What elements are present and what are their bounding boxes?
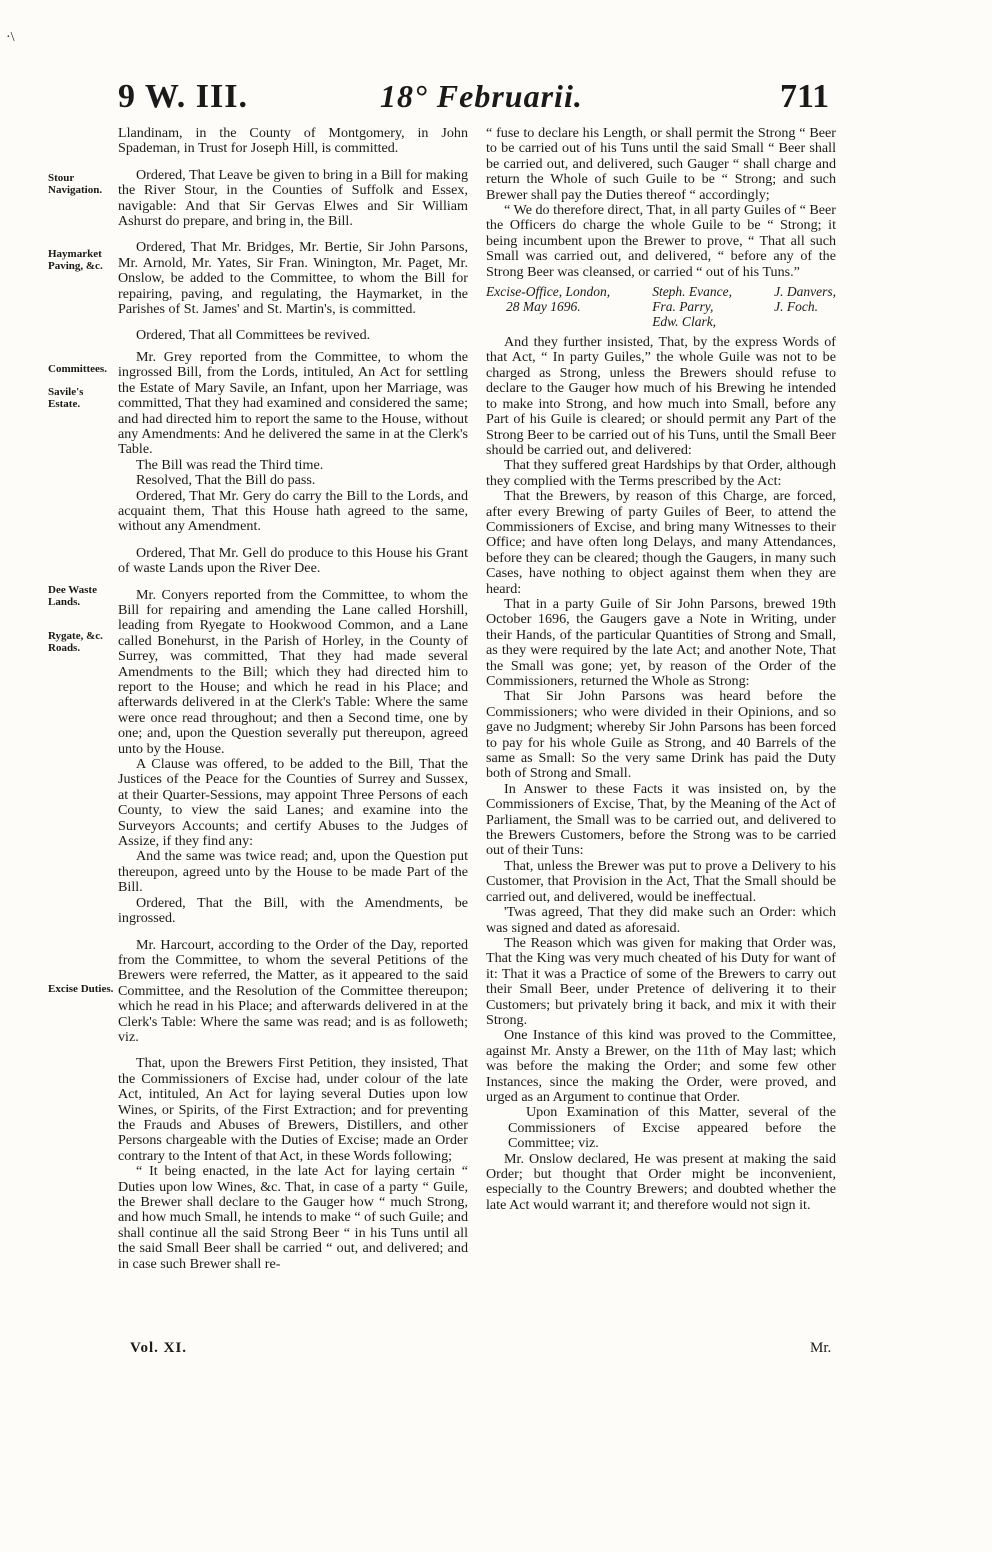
paragraph: Ordered, That Mr. Gell do produce to this House his Grant of waste Lands upon the River Dee. (118, 544, 468, 577)
paragraph: In Answer to these Facts it was insisted on, by the Commissioners of Excise, That, by the Meaning of the Act of Parliament, the Small was to be carried out, and delivered to the Brewers Customers, before the Strong was to be carried out of their Tuns: (486, 780, 836, 859)
paragraph: Mr. Grey reported from the Committee, to whom the ingrossed Bill, from the Lords, intituled, An Act for settling the Estate of Mary Savile, an Infant, upon her Marriage, was committed, That they had examined and considered the same; and had directed him to report the same to the House, without any Amendments: And he delivered the same in at the Clerk's Table. (118, 348, 468, 458)
paragraph: The Reason which was given for making that Order was, That the King was very much cheated of his Duty for want of it: That it was a Practice of some of the Brewers to carry out their Small Beer, under Pretence of delivering it to their Customers; but privately bring it back, and mix it with their Strong. (486, 934, 836, 1028)
margin-note-stour: Stour Navigation. (48, 172, 103, 196)
margin-note-dee: Dee Waste Lands. (48, 584, 97, 608)
header-regnal-year: 9 W. III. (118, 78, 248, 115)
header-page-number: 711 (780, 78, 830, 115)
paragraph: One Instance of this kind was proved to the Committee, against Mr. Ansty a Brewer, on the 11th of May last; which was before the making the Order; and some few other Instances, since the making the Order, were proved, and urged as an Argument to continue that Order. (486, 1027, 836, 1105)
paragraph: That Sir John Parsons was heard before the Commissioners; who were divided in their Opinions, and so gave no Judgment; whereby Sir John Parsons has been forced to pay for his whole Guile as Strong, and 40 Barrels of the same as Small: So the very same Drink has paid the Duty both of Strong and Small. (486, 688, 836, 782)
paragraph: That the Brewers, by reason of this Charge, are forced, after every Brewing of party Guiles of Beer, to attend the Commissioners of Excise, and bring many Witnesses to their Office; and have often long Delays, and many Attendances, before they can be cleared; though the Gaugers, in many such Cases, have nothing to object against them when they are heard: (486, 488, 836, 597)
paragraph: That in a party Guile of Sir John Parsons, brewed 19th October 1696, the Gaugers gave a Note in Writing, under their Hands, of the particular Quantities of Strong and Small, as they were required by the late Act; and another Note, That the Small was gone; yet, by reason of the Order of the Commissioners, returned the Whole as Strong: (486, 595, 836, 689)
paragraph: And they further insisted, That, by the express Words of that Act, “ In party Guiles,” the whole Guile was not to be charged as Strong, unless the Brewers should refuse to declare to the Gauger how much of his Brewing he intended to make into Strong, and how much into Small, before any Part of his Guile is cleared; or should permit any Part of the Strong Beer to be carried out of his Tuns, until the Small Beer should be carried out, and delivered: (486, 334, 836, 458)
paragraph: “ It being enacted, in the late Act for laying certain “ Duties upon low Wines, &c. That, in case of a party “ Guile, the Brewer shall declare to the Gauger how “ much Strong, and how much Small, he intends to make “ of such Guile; and shall continue all the said Strong Beer “ in his Tuns until all the said Small Beer shall be carried “ out, and delivered; and in case such Brewer shall re- (118, 1163, 468, 1272)
margin-note-committees: Committees. (48, 363, 107, 375)
paragraph: Ordered, That Mr. Bridges, Mr. Bertie, Sir John Parsons, Mr. Arnold, Mr. Yates, Sir Fran. Winington, Mr. Paget, Mr. Onslow, be added to the Committee, to whom the Bill for repairing, paving, and regulating, the Haymarket, in the Parishes of St. James' and St. Martin's, is committed. (118, 239, 468, 318)
margin-note-savile: Savile's Estate. (48, 386, 84, 410)
corner-mark: ·\ (6, 30, 15, 45)
volume-signature: Vol. XI. (130, 1340, 188, 1356)
running-header (0, 78, 992, 126)
paragraph: Mr. Harcourt, according to the Order of the Day, reported from the Committee, to whom the several Petitions of the Brewers were referred, the Matter, as it appeared to the said Committee, and the Resolution of the Committee thereupon; which he read in his Place; and afterwards delivered in at the Clerk's Table: Where the same was read; and is as followeth; viz. (118, 936, 468, 1045)
signature-name: J. Foch. (774, 299, 818, 315)
signature-name: Fra. Parry, (652, 299, 714, 315)
paragraph: Ordered, That all Committees be revived. (136, 327, 371, 344)
catchword: Mr. (810, 1340, 832, 1356)
paragraph: Llandinam, in the County of Montgomery, in John Spademan, in Trust for Joseph Hill, is committed. (118, 125, 468, 157)
paragraph: That, upon the Brewers First Petition, they insisted, That the Commissioners of Excise had, under colour of the late Act, intituled, An Act for laying several Duties upon low Wines, or Spirits, of the First Extraction; and for preventing the Frauds and Abuses of Brewers, Distillers, and other Persons chargeable with the Duties of Excise; made an Order contrary to the Intent of that Act, in these Words following; (118, 1055, 468, 1164)
paragraph: A Clause was offered, to be added to the Bill, That the Justices of the Peace for the Counties of Surrey and Sussex, at their Quarter-Sessions, may appoint Three Persons of each County, to view the said Lanes; and examine into the Surveyors Accounts; and certify Abuses to the Judges of Assize, if they find any: (118, 756, 468, 850)
paragraph: Ordered, That Mr. Gery do carry the Bill to the Lords, and acquaint them, That this House hath agreed to the same, without any Amendment. (118, 487, 468, 535)
signature-name: J. Danvers, (774, 284, 836, 300)
paragraph: Resolved, That the Bill do pass. (136, 472, 316, 489)
header-date: 18° Februarii. (380, 78, 583, 114)
paragraph: And the same was twice read; and, upon the Question put thereupon, agreed unto by the House to be made Part of the Bill. (118, 848, 468, 896)
paragraph: Mr. Conyers reported from the Committee, to whom the Bill for repairing and amending the Lane called Horshill, leading from Ryegate to Hookwood Common, and a Lane called Bonehurst, in the Parish of Horley, in the County of Surrey, was committed, That they had made several Amendments to the Bill; which they had directed him to report to the House; and which he read in his Place; and afterwards delivered in at the Clerk's Table: Where the same were once read throughout; and then a Second time, one by one; and, upon the Question severally put thereupon, agreed unto by the House. (118, 586, 468, 757)
paragraph: Mr. Onslow declared, He was present at making the said Order; but thought that Order might be inconvenient, especially to the Country Brewers; and doubted whether the late Act would warrant it; and therefore would not sign it. (486, 1150, 836, 1213)
paragraph: That they suffered great Hardships by that Order, although they complied with the Terms prescribed by the Act: (486, 457, 836, 489)
paragraph: Ordered, That the Bill, with the Amendments, be ingrossed. (118, 894, 468, 927)
paragraph: “ fuse to declare his Length, or shall permit the Strong “ Beer to be carried out of his Tuns until the said Small “ Beer shall be carried out, and delivered, such Gauger “ shall charge and return the Whole of such Guile to be “ Strong; and such Brewer shall pay the Duties thereof “ accordingly; (486, 125, 836, 203)
paragraph: 'Twas agreed, That they did make such an Order: which was signed and dated as aforesaid. (486, 904, 836, 936)
paragraph: Upon Examination of this Matter, several of the Commissioners of Excise appeared before the Committee; viz. (508, 1104, 836, 1152)
margin-note-rygate: Rygate, &c. Roads. (48, 630, 103, 654)
margin-note-excise: Excise Duties. (48, 983, 114, 995)
paragraph: That, unless the Brewer was put to prove a Delivery to his Customer, that Provision in the Act, That the Small should be carried out, and delivered, would be ineffectual. (486, 857, 836, 905)
margin-note-haymarket: Haymarket Paving, &c. (48, 248, 103, 272)
right-column (486, 126, 836, 1213)
left-column (118, 126, 468, 1272)
signature-name: Steph. Evance, (652, 284, 733, 300)
paragraph: “ We do therefore direct, That, in all party Guiles of “ Beer the Officers do charge the whole Guile to be “ Strong; it being incumbent upon the Brewer to prove, “ That all such Small was carried out, and delivered, “ before any of the Strong Beer was cleansed, or carried “ out of his Tuns.” (486, 202, 836, 280)
signature-name: Edw. Clark, (652, 314, 717, 330)
paragraph: The Bill was read the Third time. (136, 456, 324, 473)
signature-place: Excise-Office, London, (486, 284, 611, 300)
signature-date: 28 May 1696. (506, 299, 581, 315)
paragraph: Ordered, That Leave be given to bring in a Bill for making the River Stour, in the Counties of Suffolk and Essex, navigable: And that Sir Gervas Elwes and Sir William Ashurst do prepare, and bring in, the Bill. (118, 166, 468, 230)
signature-block (486, 284, 836, 329)
